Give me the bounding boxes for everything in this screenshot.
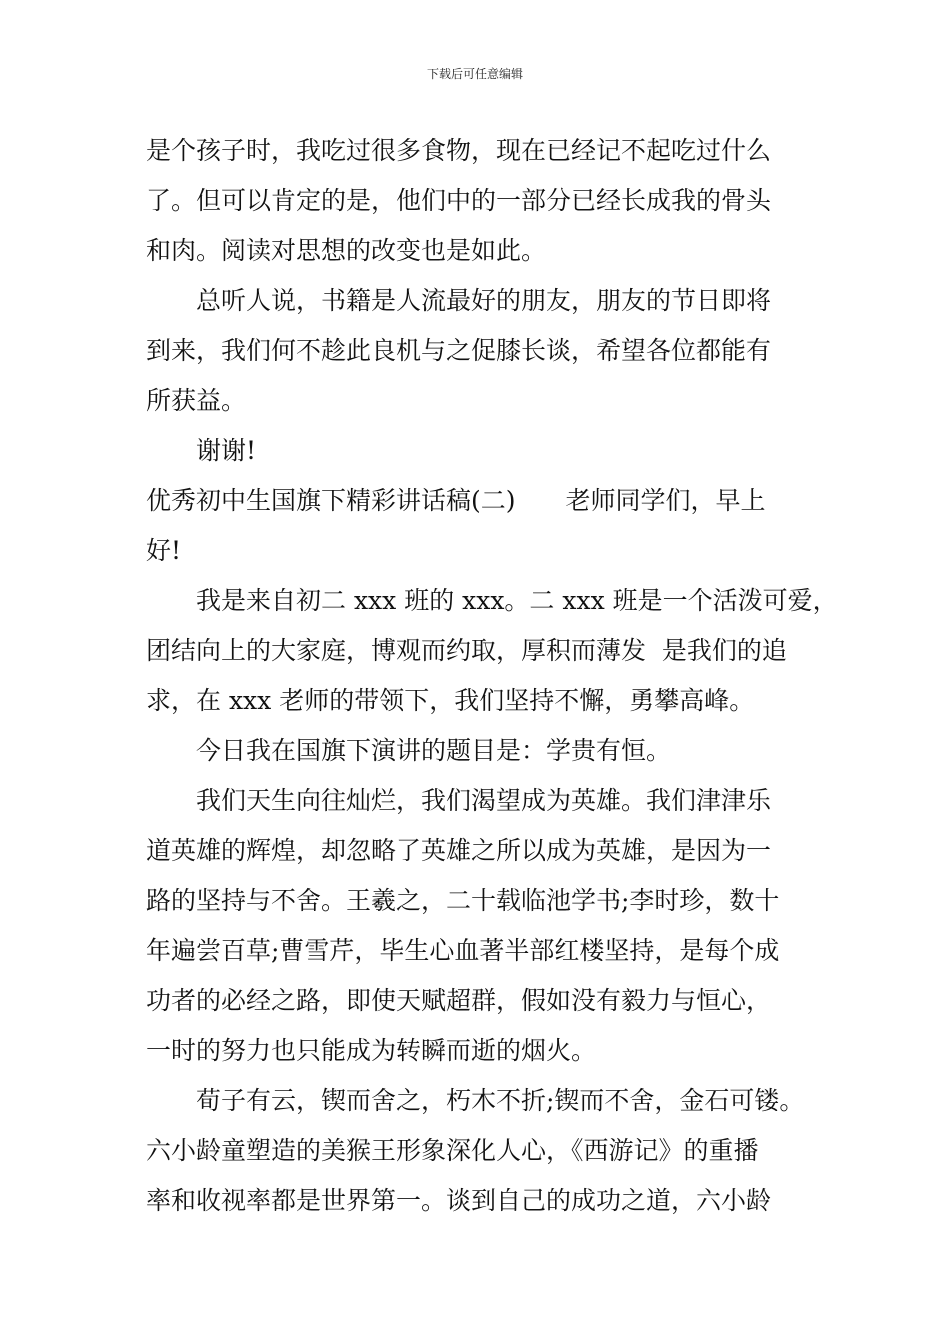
body-line: 我们天生向往灿烂，我们渴望成为英雄。我们津津乐	[196, 786, 772, 815]
body-line: 优秀初中生国旗下精彩讲话稿(二) 老师同学们，早上	[146, 486, 766, 515]
body-line: 我是来自初二 xxx 班的 xxx。二 xxx 班是一个活泼可爱，	[196, 586, 838, 615]
body-line: 道英雄的辉煌，却忽略了英雄之所以成为英雄，是因为一	[146, 836, 772, 865]
document-body	[146, 126, 836, 1226]
body-line: 一时的努力也只能成为转瞬而逝的烟火。	[146, 1036, 597, 1065]
body-line: 和肉。阅读对思想的改变也是如此。	[146, 236, 547, 265]
body-line: 到来，我们何不趁此良机与之促膝长谈，希望各位都能有	[146, 336, 772, 365]
body-line: 荀子有云，锲而舍之，朽木不折;锲而不舍，金石可镂。	[196, 1086, 805, 1115]
body-line: 功者的必经之路，即使天赋超群，假如没有毅力与恒心，	[146, 986, 772, 1015]
body-line: 求，在 xxx 老师的带领下，我们坚持不懈，勇攀高峰。	[146, 686, 755, 715]
body-line: 所获益。	[146, 386, 247, 415]
body-line: 团结向上的大家庭，博观而约取，厚积而薄发 是我们的追	[146, 636, 787, 665]
body-line: 率和收视率都是世界第一。谈到自己的成功之道，六小龄	[146, 1186, 772, 1215]
body-line: 今日我在国旗下演讲的题目是：学贵有恒。	[196, 736, 672, 765]
body-line: 是个孩子时，我吃过很多食物，现在已经记不起吃过什么	[146, 136, 772, 165]
body-line: 了。但可以肯定的是，他们中的一部分已经长成我的骨头	[146, 186, 772, 215]
page-header: 下载后可任意编辑	[426, 67, 523, 81]
body-line: 六小龄童塑造的美猴王形象深化人心，《西游记》的重播	[146, 1136, 759, 1165]
body-line: 路的坚持与不舍。王羲之，二十载临池学书;李时珍，数十	[146, 886, 780, 915]
body-line: 年遍尝百草;曹雪芹，毕生心血著半部红楼坚持，是每个成	[146, 936, 780, 965]
body-line: 谢谢!	[196, 436, 257, 465]
body-line: 总听人说，书籍是人流最好的朋友，朋友的节日即将	[196, 286, 772, 315]
body-line: 好!	[146, 536, 182, 565]
